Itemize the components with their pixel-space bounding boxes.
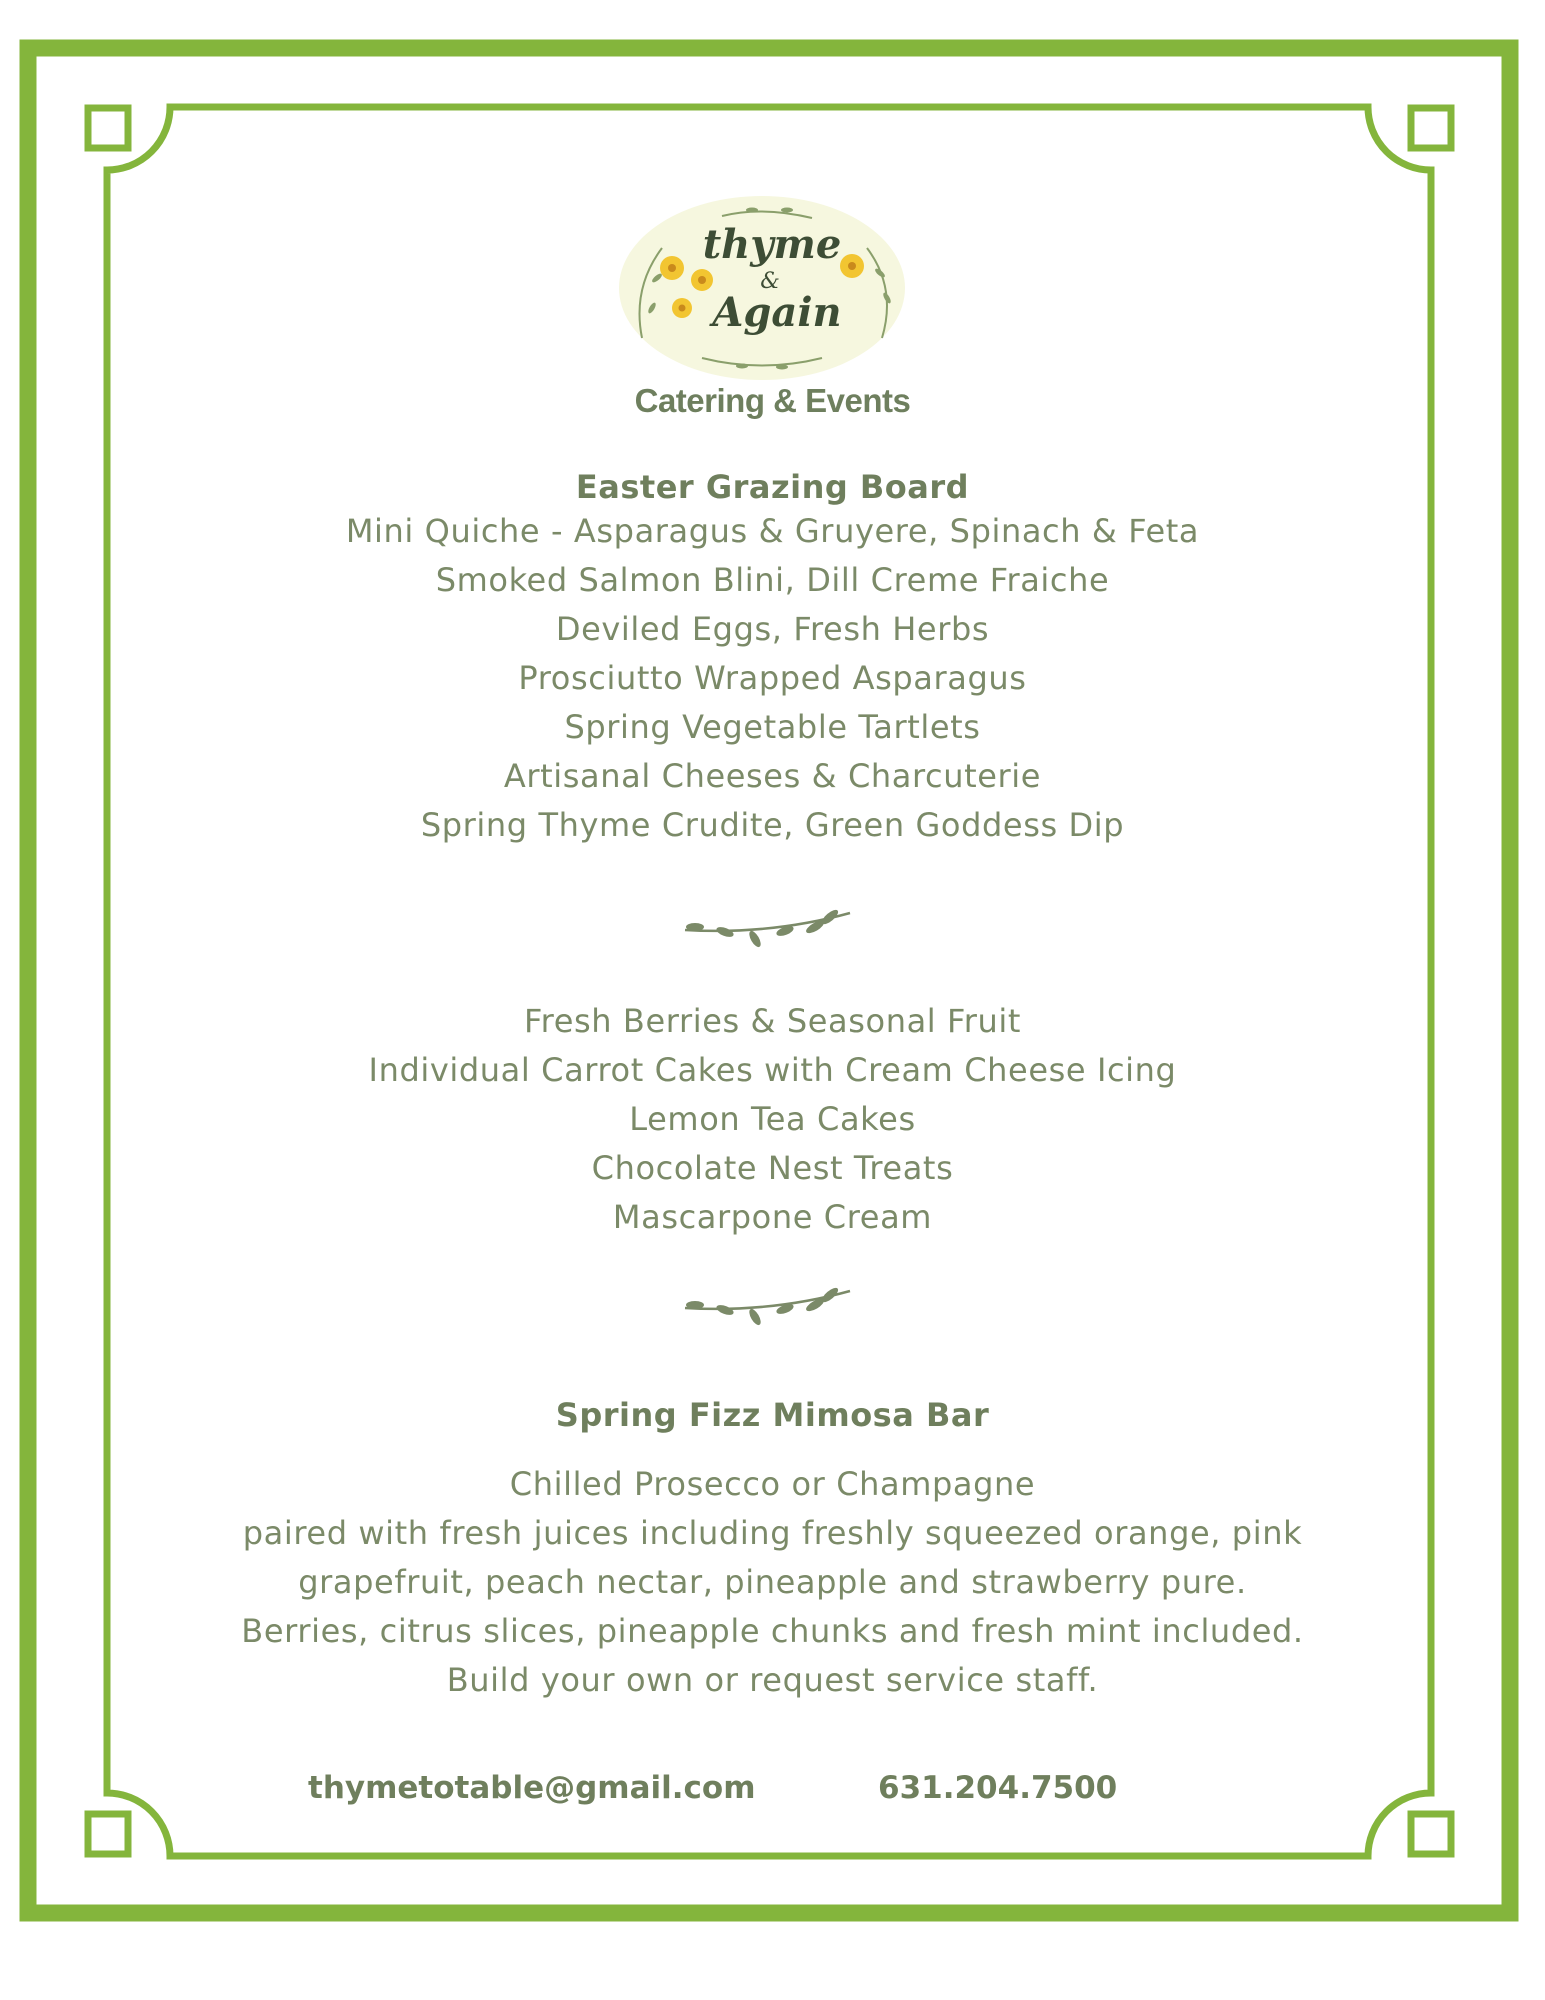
- brand-logo: [612, 188, 912, 388]
- menu-item: grapefruit, peach nectar, pineapple and strawberry pure.: [298, 1563, 1247, 1601]
- menu-item: Fresh Berries & Seasonal Fruit: [523, 1002, 1022, 1040]
- logo-line3: Again: [712, 289, 842, 336]
- menu-item: paired with fresh juices including freshly squeezed orange, pink: [242, 1514, 1303, 1552]
- logo-line2: &: [760, 269, 780, 294]
- sprig-divider-icon: [680, 905, 860, 955]
- menu-item: Prosciutto Wrapped Asparagus: [518, 659, 1027, 697]
- logo-line1: thyme: [702, 221, 842, 268]
- section-title-mimosa: Spring Fizz Mimosa Bar: [555, 1396, 990, 1434]
- menu-item: Individual Carrot Cakes with Cream Cheese Icing: [368, 1051, 1177, 1089]
- menu-item: Chocolate Nest Treats: [591, 1149, 954, 1187]
- brand-tagline: Catering & Events: [634, 382, 911, 419]
- sprig-divider-icon: [680, 1283, 860, 1333]
- menu-item: Spring Thyme Crudite, Green Goddess Dip: [420, 806, 1125, 844]
- menu-item: Chilled Prosecco or Champagne: [509, 1465, 1036, 1503]
- menu-item: Spring Vegetable Tartlets: [564, 708, 981, 746]
- menu-item: Artisanal Cheeses & Charcuterie: [503, 757, 1042, 795]
- section-title-grazing: Easter Grazing Board: [575, 468, 970, 506]
- menu-item: Mini Quiche - Asparagus & Gruyere, Spinach & Feta: [345, 512, 1200, 550]
- menu-item: Lemon Tea Cakes: [629, 1100, 916, 1138]
- menu-item: Deviled Eggs, Fresh Herbs: [555, 610, 990, 648]
- menu-item: Smoked Salmon Blini, Dill Creme Fraiche: [435, 561, 1110, 599]
- menu-item: Build your own or request service staff.: [446, 1661, 1099, 1699]
- menu-item: Berries, citrus slices, pineapple chunks and fresh mint included.: [241, 1612, 1304, 1650]
- menu-item: Mascarpone Cream: [612, 1198, 933, 1236]
- contact-phone[interactable]: 631.204.7500: [878, 1770, 1118, 1806]
- contact-email[interactable]: thymetotable@gmail.com: [308, 1770, 756, 1806]
